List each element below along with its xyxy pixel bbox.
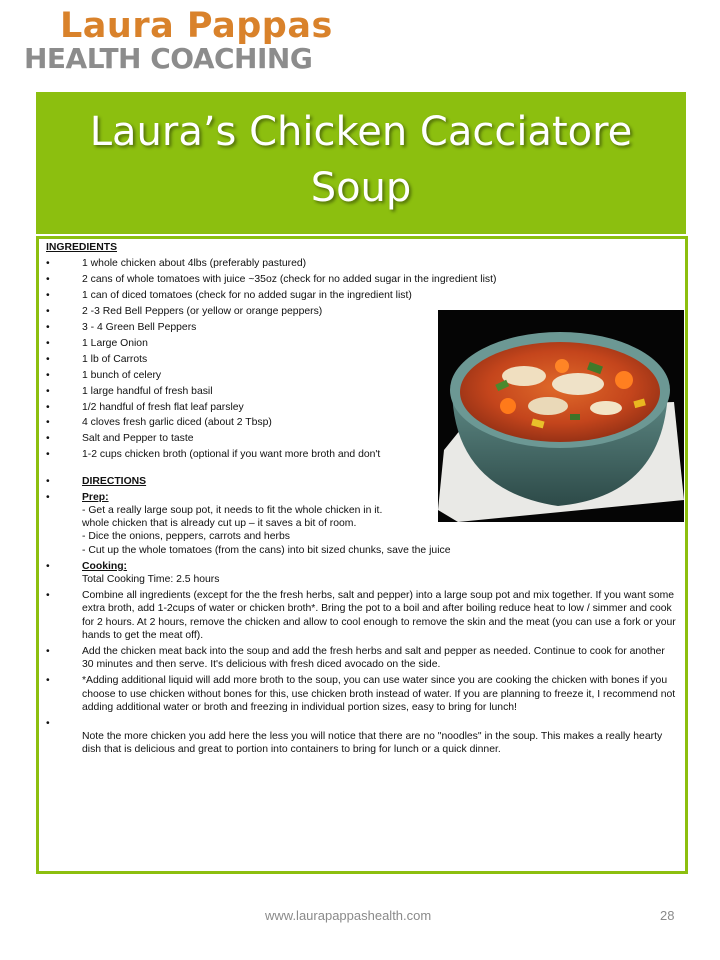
ingredient-item: • 2 -3 Red Bell Peppers (or yellow or orange peppers) [46,305,676,318]
direction-step: • Combine all ingredients (except for the the fresh herbs, salt and pepper) into a large soup pot and mix together. If you want some extra broth, add 1-2cups of water or chicken broth*. Bring the pot to a boil and after boiling reduce heat to low / simmer and cook for 2 hours. At 2 hours, remove the chicken and allow to cool enough to remove the skin and the meat (you can use a fork or your hands to get the meat off). [46,589,676,642]
prep-line: - Cut up the whole tomatoes (from the cans) into bit sized chunks, save the juice [82,544,451,556]
logo-tagline: HEALTH COACHING [24,42,313,75]
ingredient-item: • 1 can of diced tomatoes (check for no added sugar in the ingredient list) [46,289,676,302]
ingredient-item: • 1 whole chicken about 4lbs (preferably pastured) [46,257,676,270]
prep-line: - Get a really large soup pot, it needs to fit the whole chicken in it. [82,505,383,516]
logo [24,6,333,76]
cooking-label: Cooking: [82,560,128,572]
recipe-title-line2: Soup [310,165,412,211]
direction-step: • Add the chicken meat back into the soup and add the fresh herbs and salt and pepper as needed. Continue to cook for another 30 minutes and then serve. It's delicious with fresh diced avocado on the side. [46,645,676,671]
cooking-time: Total Cooking Time: 2.5 hours [82,574,220,586]
ingredient-item: • 1 Large Onion [46,337,676,350]
prep-label: Prep: [82,491,109,503]
ingredient-item: • 1 bunch of celery [46,369,676,382]
direction-step: • *Adding additional liquid will add more broth to the soup, you can use water since you are cooking the chicken with bones if you choose to use chicken without bones for this, use chicken broth instead of water. If you are planning to freeze it, I recommend not adding additional water or broth and freezing in individual portion sizes, easy to bring for lunch! [46,674,676,714]
ingredient-item: • 2 cans of whole tomatoes with juice ~35oz (check for no added sugar in the ingredient list) [46,273,676,286]
title-banner [36,92,686,234]
soup-bowl-photo [438,310,684,522]
recipe-title-line1: Laura’s Chicken Cacciatore [89,109,633,155]
ingredient-item: • Salt and Pepper to taste [46,432,676,445]
note-step [46,717,676,757]
ingredients-heading: INGREDIENTS [46,242,118,253]
ingredient-item: • 1-2 cups chicken broth (optional if you want more broth and don't [46,448,676,461]
prep-line: whole chicken that is already cut up – it saves a bit of room. [82,518,357,530]
directions-heading: DIRECTIONS [82,475,147,487]
footer-website: www.laurapappashealth.com [265,908,432,923]
ingredient-item: • 3 - 4 Green Bell Peppers [46,321,676,334]
soup-bowl-illustration [438,310,684,522]
ingredient-item: • 1 large handful of fresh basil [46,385,676,398]
ingredient-item: • 4 cloves fresh garlic diced (about 2 Tbsp) [46,416,676,429]
prep-line: - Dice the onions, peppers, carrots and herbs [82,531,290,543]
page-number: 28 [660,908,675,923]
recipe-title [36,104,686,216]
logo-name: Laura Pappas [60,6,333,46]
cooking-step [46,560,676,586]
ingredient-item: • 1/2 handful of fresh flat leaf parsley [46,401,676,414]
ingredient-item: • 1 lb of Carrots [46,353,676,366]
recipe-note: Note the more chicken you add here the less you will notice that there are no "noodles" in the soup. This makes a really hearty dish that is delicious and great to portion into containers to bring for lunch or a quick dinner. [82,731,663,756]
